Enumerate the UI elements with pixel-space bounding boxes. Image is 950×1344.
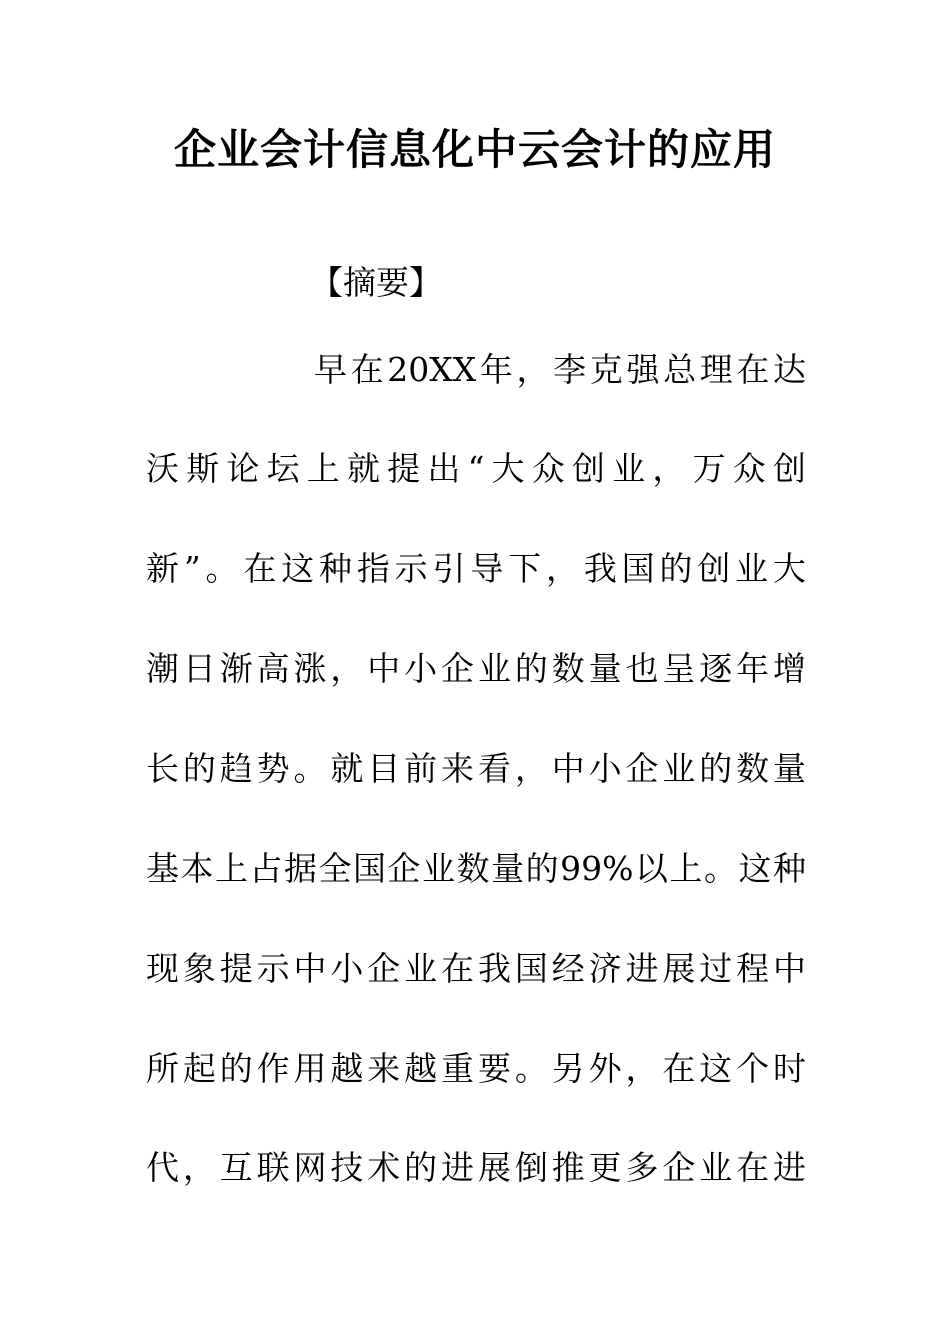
body-line: 长的趋势。就目前来看，中小企业的数量 — [146, 749, 806, 788]
document-title: 企业会计信息化中云会计的应用 — [173, 125, 776, 174]
body-line: 新”。在这种指示引导下，我国的创业大 — [146, 549, 806, 588]
body-line: 所起的作用越来越重要。另外，在这个时 — [146, 1049, 806, 1088]
body-line: 现象提示中小企业在我国经济进展过程中 — [146, 949, 806, 988]
body-line: 基本上占据全国企业数量的99%以上。这种 — [146, 849, 806, 888]
body-line: 早在20XX年，李克强总理在达 — [314, 350, 806, 389]
body-line: 代，互联网技术的进展倒推更多企业在进 — [146, 1148, 806, 1187]
body-line: 沃斯论坛上就提出“大众创业，万众创 — [146, 449, 806, 488]
abstract-label: 【摘要】 — [310, 263, 442, 302]
body-line: 潮日渐高涨，中小企业的数量也呈逐年增 — [146, 649, 806, 688]
